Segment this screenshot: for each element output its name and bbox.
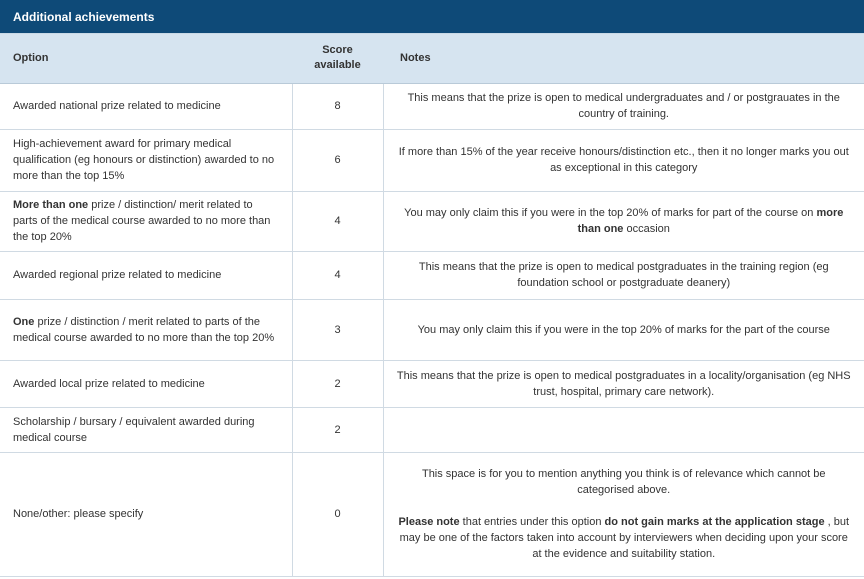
table-row [0,407,864,452]
table-row [0,299,864,360]
notes-cell: If more than 15% of the year receive honours/distinction etc., then it no longer marks you out as exceptional in this category [383,129,864,191]
option-text: prize / distinction / merit related to parts of the medical course awarded to no more than the top 20% [13,315,275,344]
notes-cell [383,191,864,251]
notes-cell: This means that the prize is open to medical undergraduates and / or postgrauates in the country of training. [383,83,864,129]
achievements-table [0,34,864,577]
score-cell: 2 [292,360,383,407]
notes-cell: This means that the prize is open to medical postgraduates in the training region (eg foundation school or postgraduate deanery) [383,251,864,299]
header-option: Option [0,34,292,83]
score-cell: 3 [292,299,383,360]
option-cell: Scholarship / bursary / equivalent awarded during medical course [0,407,292,452]
option-cell: Awarded regional prize related to medicine [0,251,292,299]
notes-emphasis: Please note [398,516,460,528]
notes-emphasis-strong: do not gain marks at the application stage [604,516,825,528]
score-cell: 2 [292,407,383,452]
notes-cell [383,407,864,452]
notes-text-end: occasion [623,223,670,235]
table-row [0,191,864,251]
table-row [0,251,864,299]
option-cell: High-achievement award for primary medical qualification (eg honours or distinction) awarded to no more than the top 15% [0,129,292,191]
header-row [0,34,864,83]
table-row [0,452,864,576]
score-cell: 6 [292,129,383,191]
score-cell: 8 [292,83,383,129]
table-row [0,129,864,191]
table-title: Additional achievements [0,0,864,34]
score-cell: 0 [292,452,383,576]
table-row [0,83,864,129]
notes-paragraph: This space is for you to mention anything you think is of relevance which cannot be categorised above. [421,468,826,496]
option-cell: Awarded local prize related to medicine [0,360,292,407]
score-cell: 4 [292,191,383,251]
notes-cell: This means that the prize is open to medical postgraduates in a locality/organisation (eg NHS trust, hospital, primary care network). [383,360,864,407]
table-row [0,360,864,407]
option-text: prize / distinction/ merit related to parts of the medical course awarded to no more than the top 20% [13,199,271,243]
score-cell: 4 [292,251,383,299]
notes-cell [383,452,864,576]
notes-text: You may only claim this if you were in the top 20% of marks for part of the course on [404,207,817,219]
option-cell: None/other: please specify [0,452,292,576]
notes-text-end: , but may be one of the factors taken into account by interviewers when deciding upon your score at the evidence and suitability station. [399,516,850,560]
notes-emphasis: more than one [577,207,844,235]
notes-text: that entries under this option [459,516,605,528]
option-cell: Awarded national prize related to medicine [0,83,292,129]
header-score [292,34,383,83]
option-cell [0,191,292,251]
header-score-label: Score available [314,44,361,72]
paragraph-gap [396,498,853,514]
option-emphasis: One [13,315,35,328]
header-notes: Notes [383,34,864,83]
option-cell [0,299,292,360]
notes-cell: You may only claim this if you were in the top 20% of marks for the part of the course [383,299,864,360]
option-emphasis: More than one [13,199,89,211]
notes-paragraph-note [396,514,853,562]
